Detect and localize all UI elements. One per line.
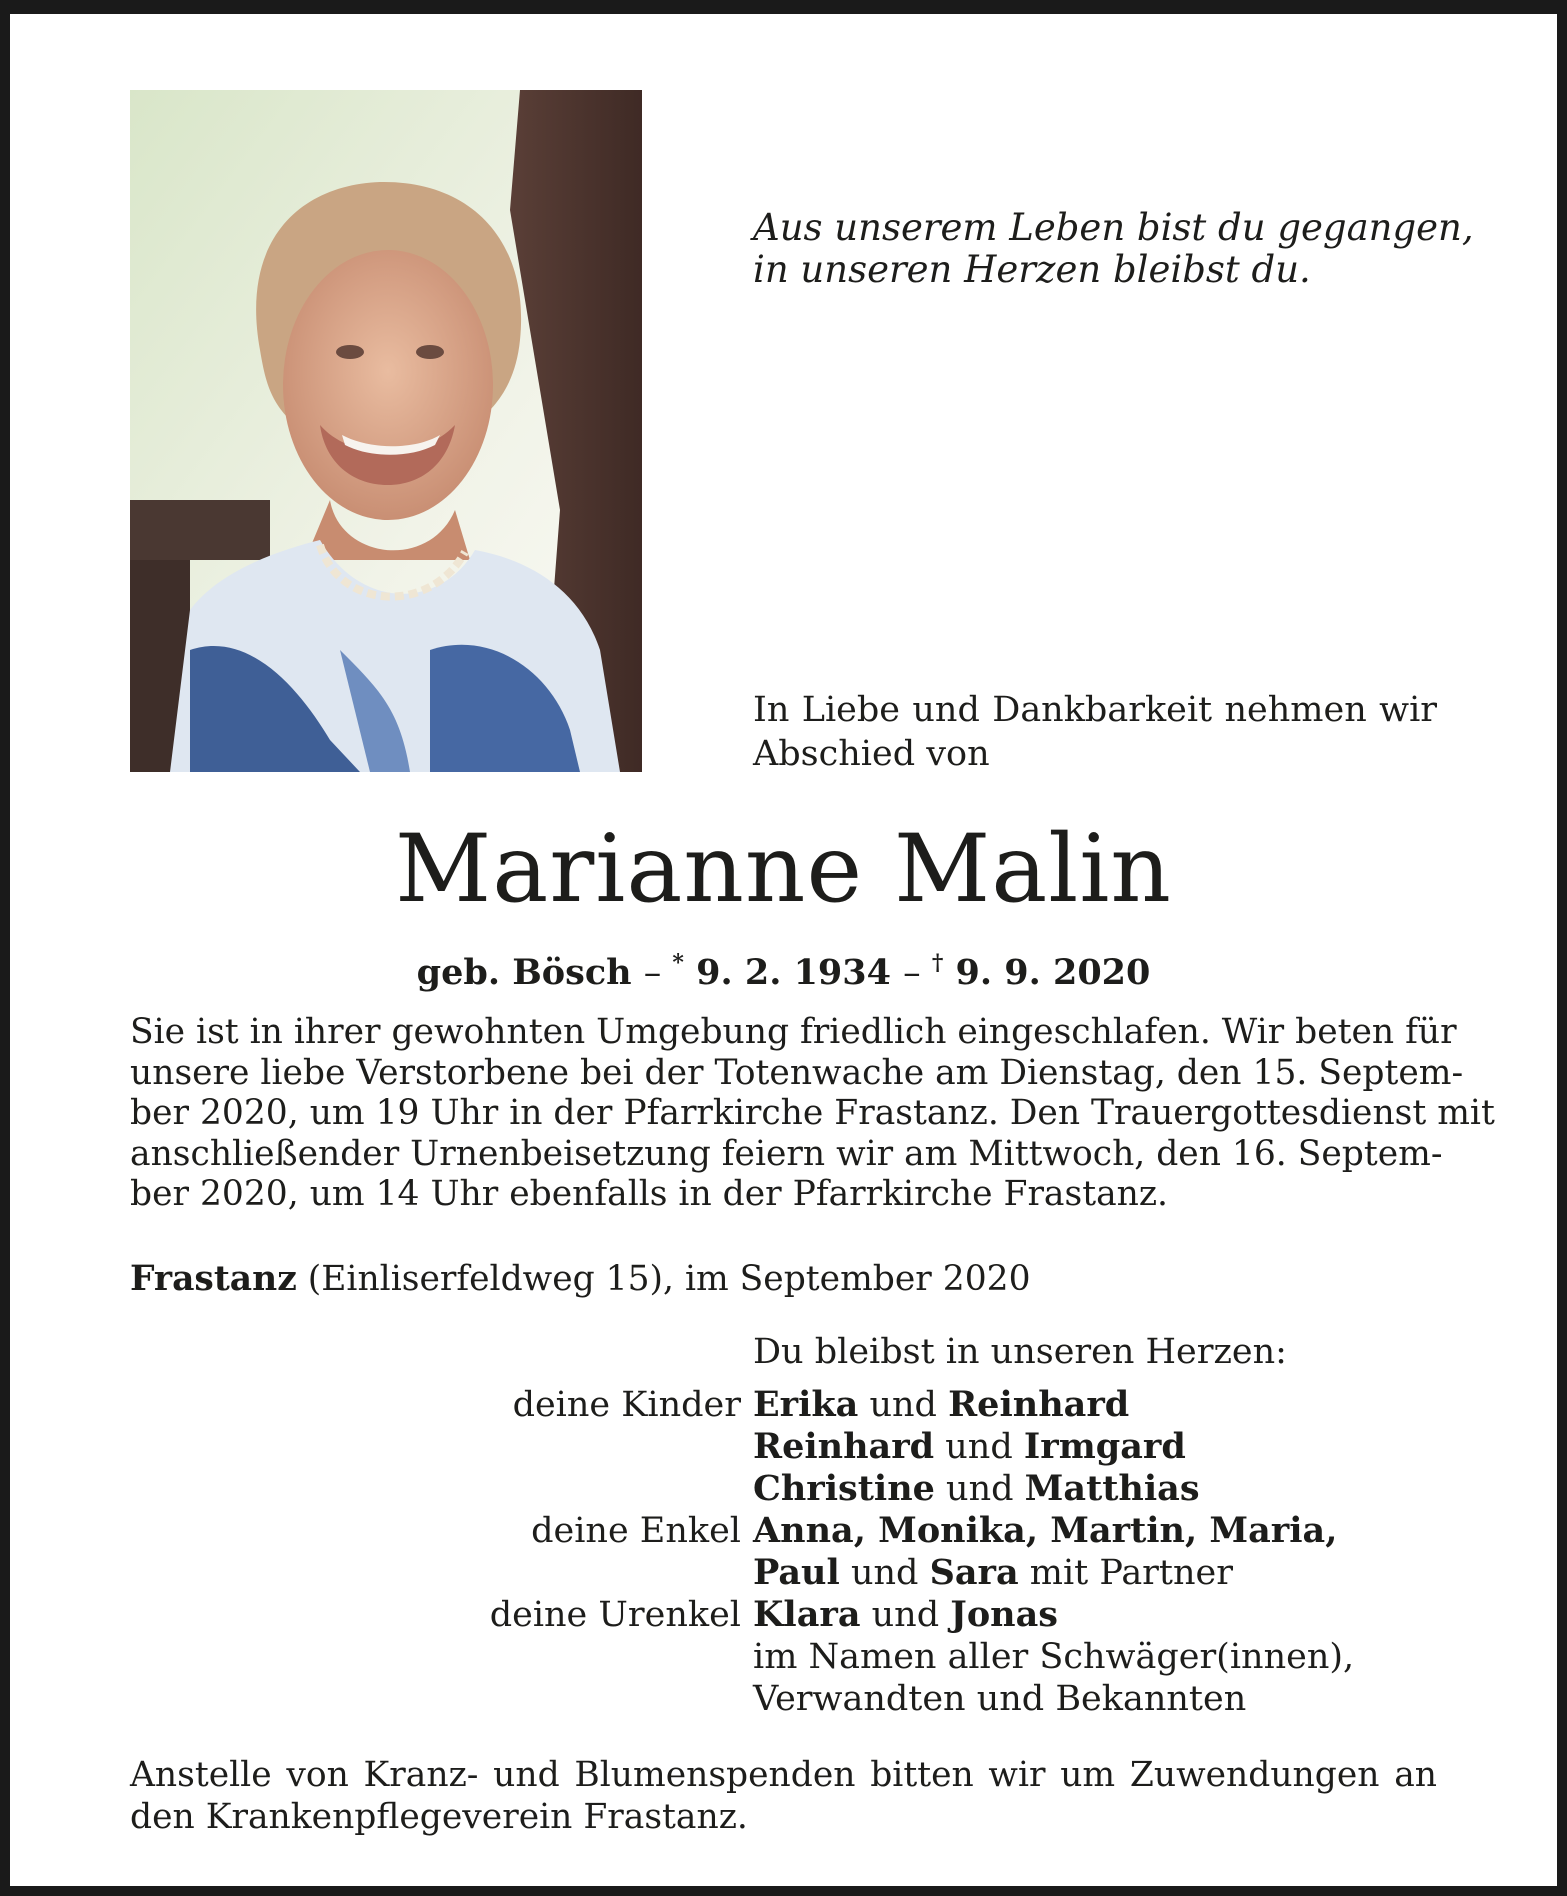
- family-row: [0, 1510, 1567, 1552]
- motto-line: in unseren Herzen bleibst du.: [753, 248, 1311, 291]
- family-row: [0, 1384, 1567, 1426]
- body-line: Sie ist in ihrer gewohnten Umgebung friedlich eingeschlafen. Wir beten für: [130, 1012, 1457, 1052]
- body-line: ber 2020, um 14 Uhr ebenfalls in der Pfarrkirche Frastanz.: [130, 1174, 1168, 1214]
- family-names: Reinhard und Irmgard: [753, 1426, 1186, 1467]
- family-heading: Du bleibst in unseren Herzen:: [753, 1332, 1287, 1372]
- dash: –: [643, 953, 673, 993]
- family-row: [0, 1594, 1567, 1636]
- death-date: 9. 9. 2020: [955, 952, 1151, 993]
- body-line: ber 2020, um 19 Uhr in der Pfarrkirche Frastanz. Den Trauergottesdienst mit: [130, 1093, 1495, 1133]
- family-row: [0, 1426, 1567, 1468]
- birth-date: 9. 2. 1934: [696, 952, 891, 993]
- kinder-label: deine Kinder: [512, 1385, 741, 1425]
- urenkel-label: deine Urenkel: [489, 1595, 741, 1635]
- donation-note: [130, 1754, 1437, 1838]
- dash: –: [903, 953, 932, 993]
- enkel-label: deine Enkel: [531, 1511, 741, 1551]
- family-names: Paul und Sara mit Partner: [753, 1552, 1233, 1593]
- also-line: im Namen aller Schwäger(innen),: [753, 1637, 1355, 1677]
- family-row: [0, 1552, 1567, 1594]
- family-names: Christine und Matthias: [753, 1468, 1200, 1509]
- funeral-details: [130, 1012, 1495, 1215]
- family-names: Klara und Jonas: [753, 1594, 1058, 1635]
- family-row: [0, 1636, 1567, 1678]
- birth-symbol: *: [672, 950, 684, 976]
- family-row: [0, 1678, 1567, 1720]
- motto-line: Aus unserem Leben bist du gegangen,: [753, 206, 1474, 249]
- also-line: Verwandten und Bekannten: [753, 1679, 1247, 1719]
- body-line: unsere liebe Verstorbene bei der Totenwache am Dienstag, den 15. Septem-: [130, 1052, 1464, 1093]
- mourners-list: [0, 1384, 1567, 1720]
- place-date-line: [130, 1257, 1031, 1301]
- family-names: Anna, Monika, Martin, Maria,: [753, 1510, 1338, 1551]
- intro-text: In Liebe und Dankbarkeit nehmen wir Abschied von: [753, 690, 1437, 774]
- closing-line: Anstelle von Kranz- und Blumenspenden bitten wir um Zuwendungen an: [130, 1755, 1437, 1795]
- life-dates: [0, 940, 1567, 996]
- portrait-photo: [130, 90, 642, 772]
- town: Frastanz: [130, 1259, 297, 1299]
- body-line: anschließender Urnenbeisetzung feiern wir am Mittwoch, den 16. Septem-: [130, 1133, 1443, 1174]
- death-symbol: †: [931, 950, 944, 976]
- deceased-name: Marianne Malin: [395, 815, 1172, 924]
- family-row: [0, 1468, 1567, 1510]
- motto-quote: [753, 207, 1474, 291]
- closing-line: den Krankenpflegeverein Frastanz.: [130, 1797, 748, 1837]
- birth-name: geb. Bösch: [416, 952, 632, 993]
- family-names: Erika und Reinhard: [753, 1384, 1130, 1425]
- address-date: (Einliserfeldweg 15), im September 2020: [296, 1259, 1031, 1299]
